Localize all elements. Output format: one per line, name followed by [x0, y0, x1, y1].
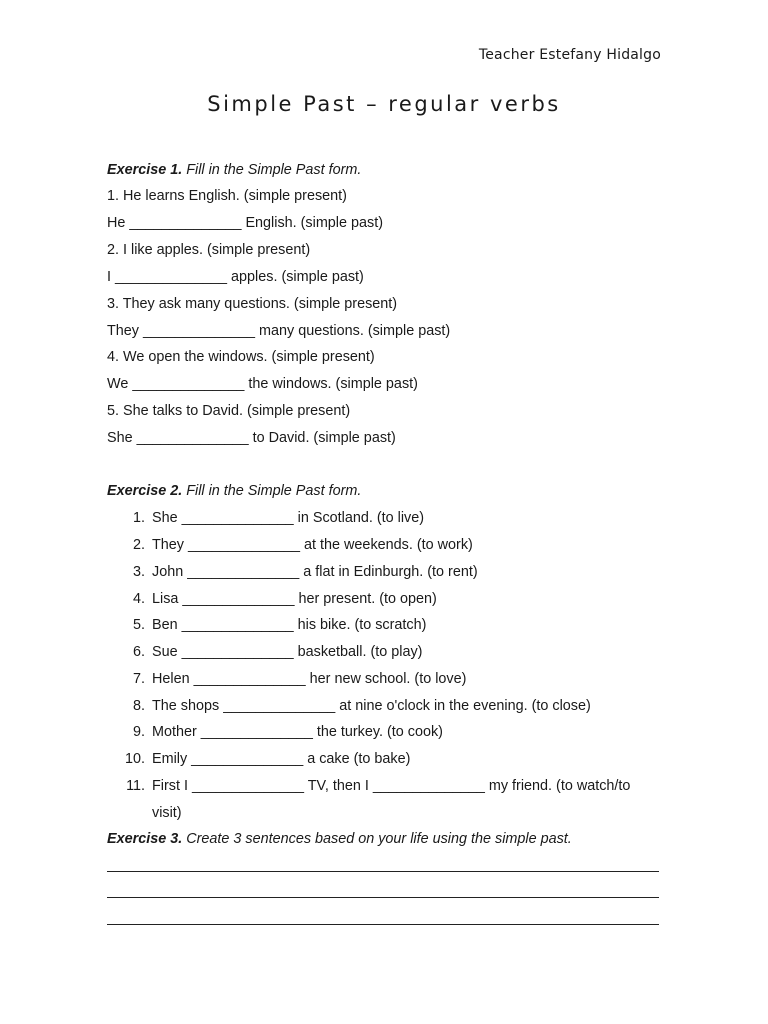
exercise-1-line: They ______________ many questions. (simple past) — [107, 323, 451, 339]
exercise-1-line: 4. We open the windows. (simple present) — [107, 349, 375, 365]
exercise-2-item-continuation: visit) — [152, 805, 182, 821]
item-number: 1. — [132, 510, 145, 526]
exercise-1-line: I ______________ apples. (simple past) — [107, 269, 364, 285]
answer-line[interactable] — [107, 897, 659, 898]
item-number: 6. — [132, 644, 145, 660]
exercise-2-item: Emily ______________ a cake (to bake) — [152, 751, 411, 767]
exercise-2-label: Exercise 2. — [107, 483, 183, 499]
teacher-name: Teacher Estefany Hidalgo — [478, 47, 661, 63]
exercise-2-item: Ben ______________ his bike. (to scratch) — [152, 617, 427, 633]
answer-line[interactable] — [107, 924, 659, 925]
exercise-2-item: Sue ______________ basketball. (to play) — [152, 644, 423, 660]
exercise-2-item: John ______________ a flat in Edinburgh. (to rent) — [152, 564, 478, 580]
item-number: 7. — [132, 671, 145, 687]
exercise-2-item: First I ______________ TV, then I ______________ my friend. (to watch/to — [152, 778, 631, 794]
answer-line[interactable] — [107, 871, 659, 872]
exercise-2-item: They ______________ at the weekends. (to work) — [152, 537, 473, 553]
exercise-2-item: Mother ______________ the turkey. (to cook) — [152, 724, 443, 740]
exercise-1-line: 3. They ask many questions. (simple present) — [107, 296, 398, 312]
item-number: 2. — [132, 537, 145, 553]
exercise-3-instruction: Create 3 sentences based on your life using the simple past. — [186, 831, 572, 847]
exercise-3-label: Exercise 3. — [107, 831, 183, 847]
exercise-1-line: 5. She talks to David. (simple present) — [107, 403, 351, 419]
exercise-2-heading — [107, 482, 361, 500]
exercise-2-item: The shops ______________ at nine o'clock in the evening. (to close) — [152, 698, 591, 714]
item-number: 5. — [132, 617, 145, 633]
page-title: Simple Past – regular verbs — [207, 92, 561, 116]
item-number: 9. — [132, 724, 145, 740]
exercise-2-item: She ______________ in Scotland. (to live) — [152, 510, 425, 526]
exercise-2-item: Lisa ______________ her present. (to open) — [152, 591, 437, 607]
item-number: 3. — [132, 564, 145, 580]
exercise-1-line: She ______________ to David. (simple past) — [107, 430, 396, 446]
item-number: 11. — [126, 778, 145, 794]
exercise-2-item: Helen ______________ her new school. (to love) — [152, 671, 467, 687]
exercise-1-line: 1. He learns English. (simple present) — [107, 188, 347, 204]
item-number: 10. — [124, 751, 145, 767]
exercise-2-instruction: Fill in the Simple Past form. — [186, 483, 362, 499]
exercise-1-line: 2. I like apples. (simple present) — [107, 242, 311, 258]
exercise-1-label: Exercise 1. — [107, 162, 183, 178]
item-number: 4. — [132, 591, 145, 607]
exercise-3-heading — [107, 830, 572, 848]
item-number: 8. — [132, 698, 145, 714]
exercise-1-heading — [107, 161, 361, 179]
exercise-1-instruction: Fill in the Simple Past form. — [186, 162, 362, 178]
exercise-1-line: We ______________ the windows. (simple past) — [107, 376, 418, 392]
exercise-1-line: He ______________ English. (simple past) — [107, 215, 384, 231]
